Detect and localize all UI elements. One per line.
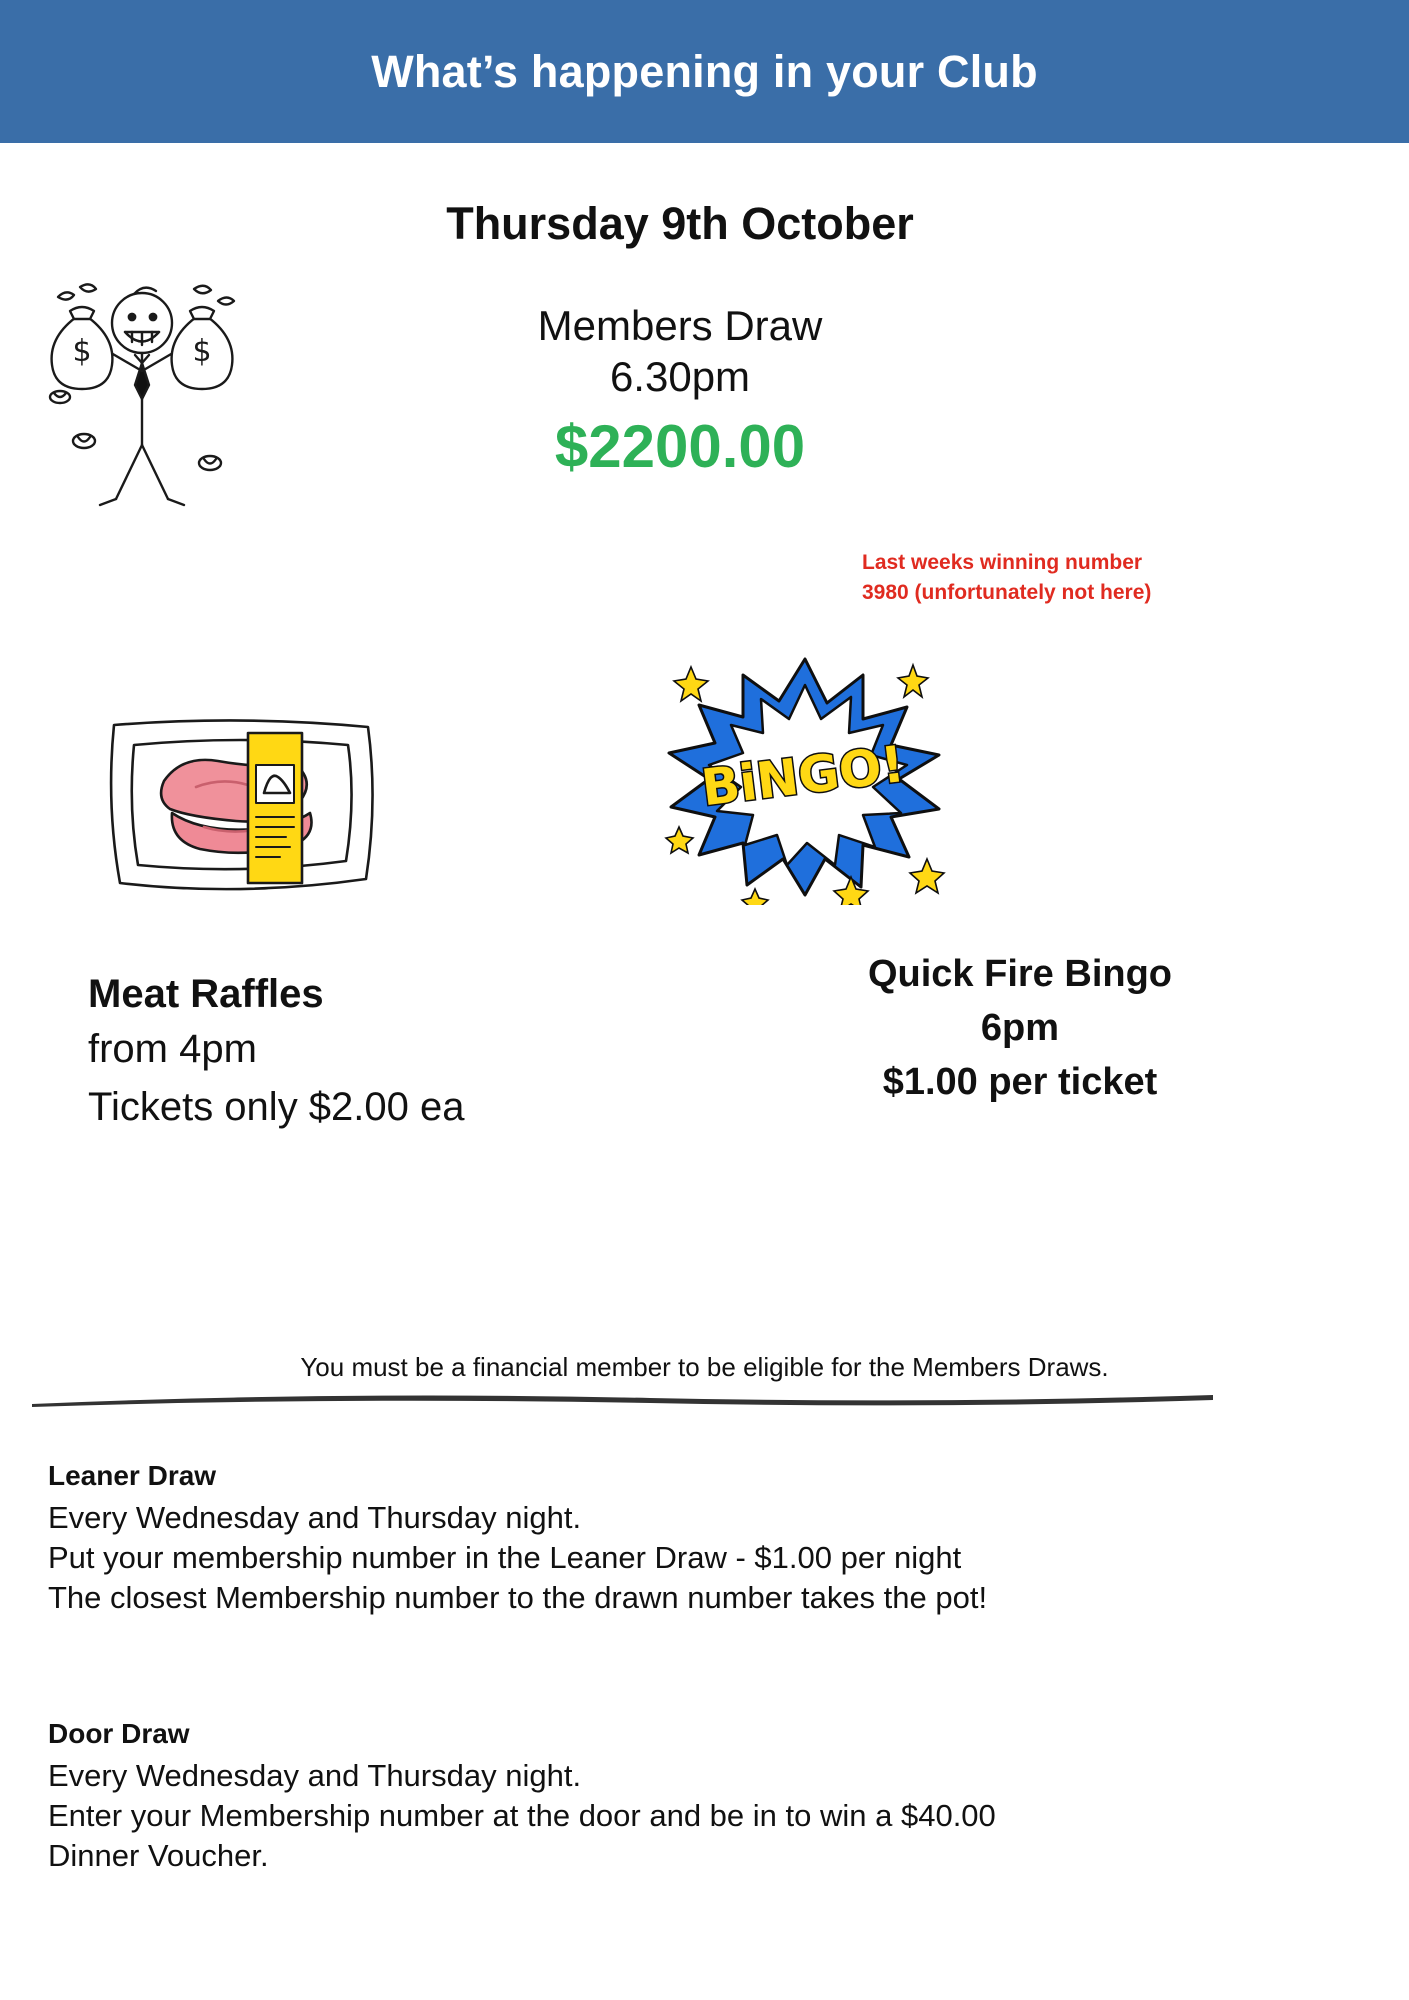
svg-text:$: $ — [72, 334, 92, 369]
leaner-draw-line-3: The closest Membership number to the drawn number takes the pot! — [48, 1579, 988, 1615]
members-draw-block — [360, 300, 1000, 480]
last-week-winning-note — [862, 548, 1302, 608]
last-week-line-1: Last weeks winning number — [862, 551, 1143, 574]
money-man-icon — [22, 275, 262, 575]
door-draw-title: Door Draw — [48, 1718, 190, 1749]
meat-raffles-price: Tickets only $2.00 ea — [88, 1085, 465, 1129]
meat-raffles-block — [88, 968, 688, 1136]
meat-raffles-title: Meat Raffles — [88, 972, 324, 1016]
divider — [30, 1393, 1215, 1407]
members-draw-amount: $2200.00 — [554, 412, 806, 480]
bingo-word: BiNGO! — [698, 734, 908, 818]
leaner-draw-line-1: Every Wednesday and Thursday night. — [48, 1500, 582, 1535]
members-draw-title: Members Draw — [537, 302, 823, 349]
door-draw-line-1: Every Wednesday and Thursday night. — [48, 1758, 582, 1793]
leaner-draw-line-2: Put your membership number in the Leaner Draw - $1.00 per night — [48, 1539, 962, 1575]
svg-text:$: $ — [192, 334, 212, 369]
members-draw-time: 6.30pm — [609, 353, 751, 401]
bingo-burst-icon — [655, 645, 955, 905]
bingo-title: Quick Fire Bingo — [867, 953, 1173, 995]
last-week-line-2: 3980 (unfortunately not here) — [862, 580, 1152, 604]
page-title: What’s happening in your Club — [371, 45, 1038, 97]
leaner-draw-title: Leaner Draw — [48, 1460, 217, 1491]
leaner-draw-section — [48, 1460, 1378, 1618]
door-draw-line-3: Dinner Voucher. — [48, 1837, 269, 1873]
bingo-block — [780, 948, 1260, 1110]
meat-raffles-time: from 4pm — [88, 1027, 257, 1071]
event-date: Thursday 9th October — [446, 198, 914, 249]
door-draw-line-2: Enter your Membership number at the door and be in to win a $40.00 — [48, 1797, 996, 1833]
bingo-price: $1.00 per ticket — [882, 1060, 1158, 1103]
door-draw-section — [48, 1718, 1378, 1876]
header-bar — [0, 0, 1409, 143]
eligibility-note: You must be a financial member to be eligible for the Members Draws. — [300, 1352, 1109, 1382]
meat-tray-icon — [100, 695, 380, 910]
bingo-time: 6pm — [980, 1006, 1060, 1049]
